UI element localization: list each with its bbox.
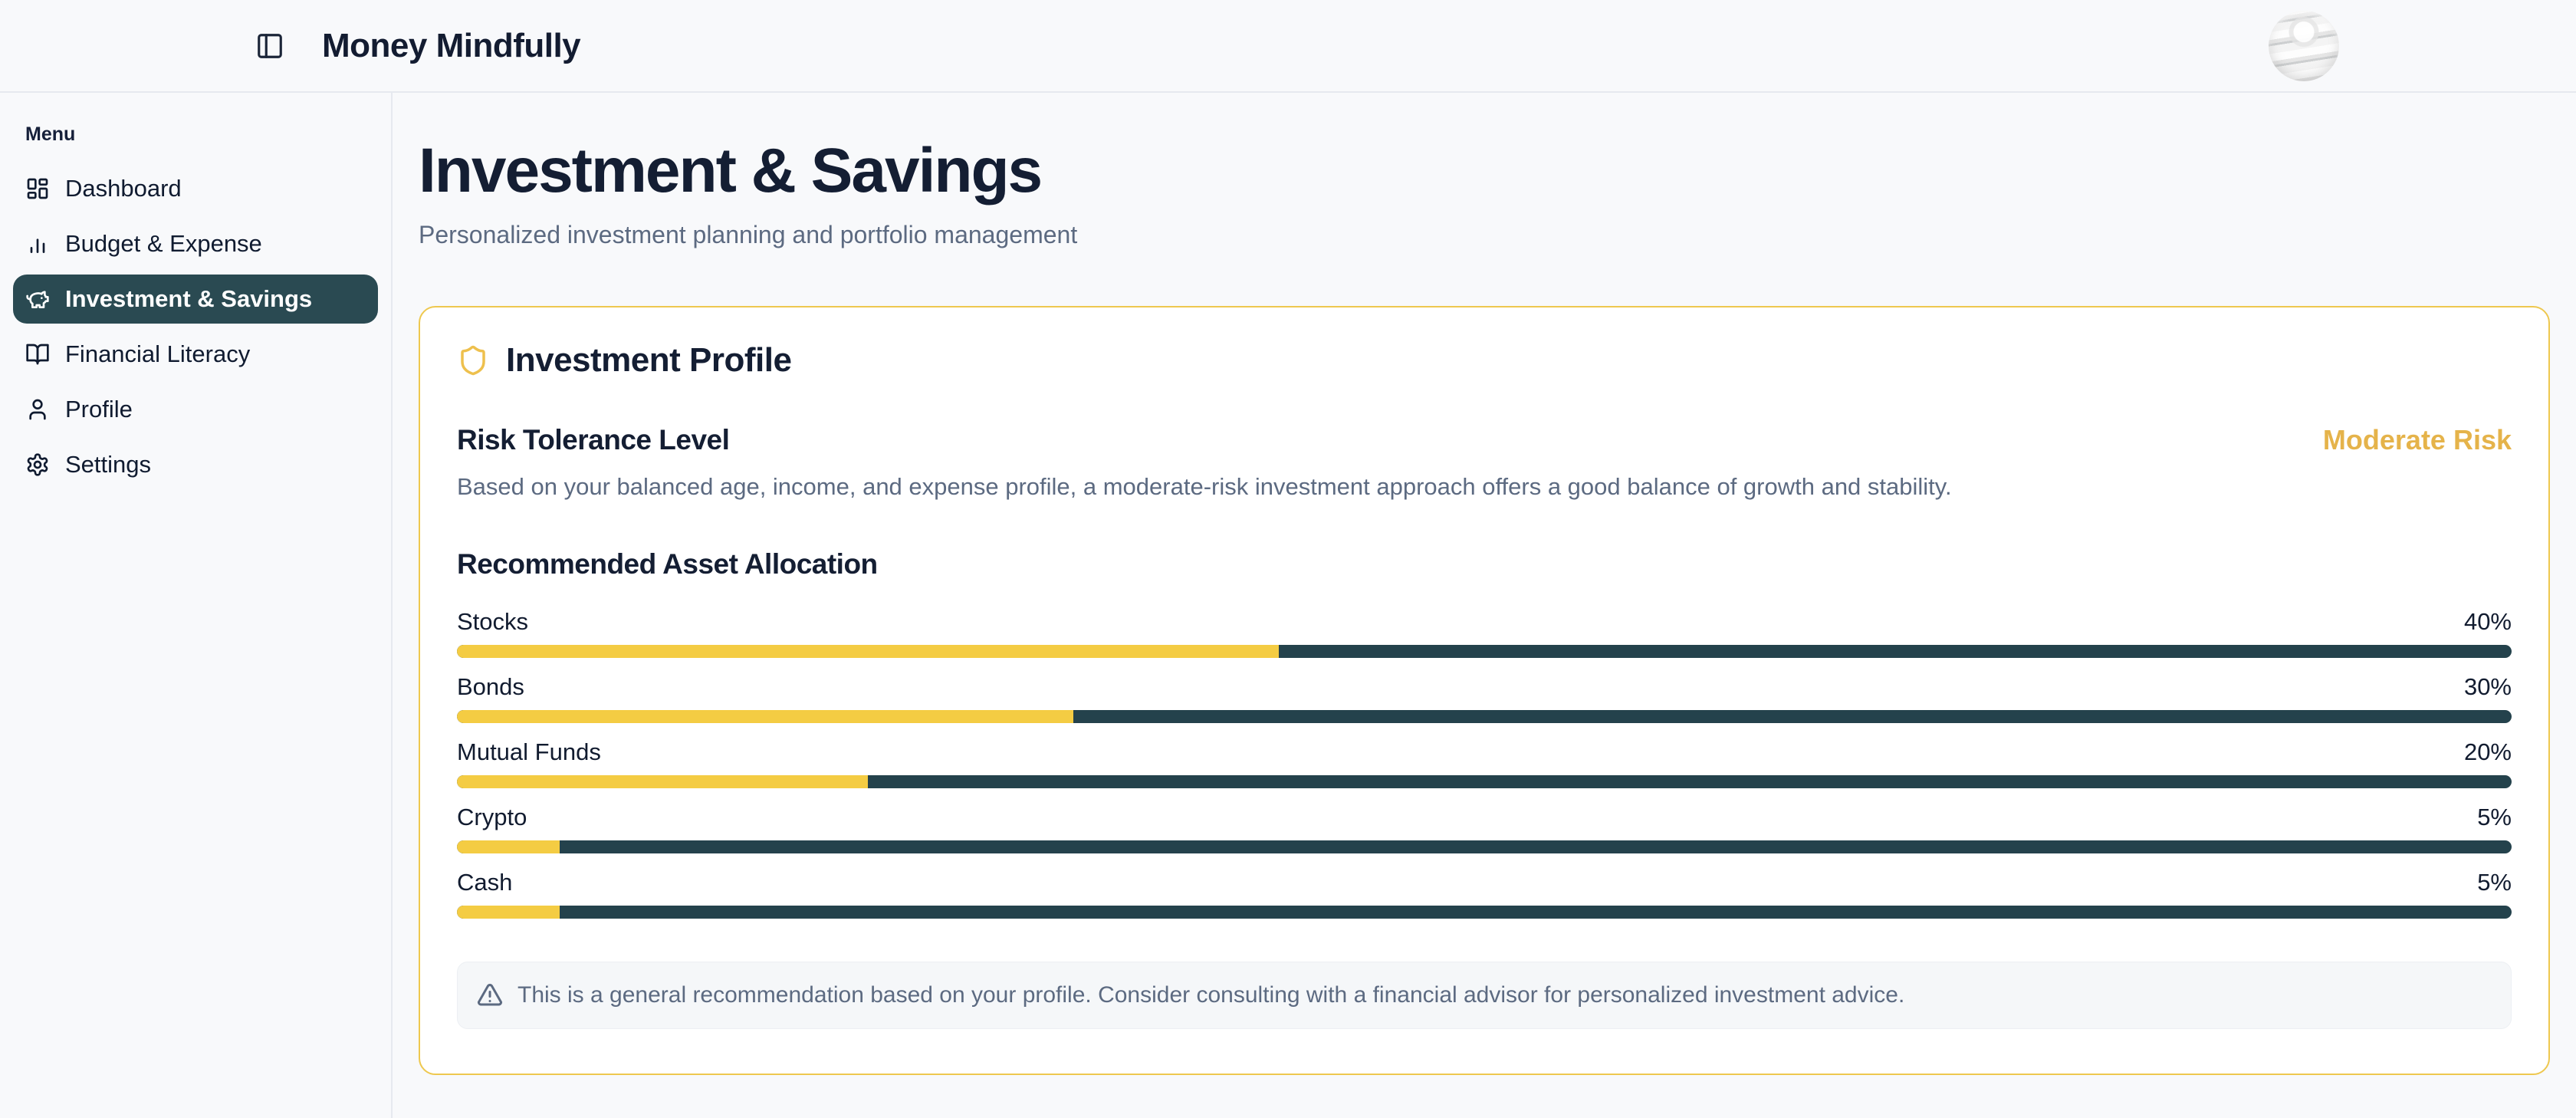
sidebar-item-dashboard[interactable]: [13, 164, 378, 213]
dashboard-icon: [25, 176, 50, 201]
sidebar-item-settings[interactable]: [13, 440, 378, 489]
app-shell: [0, 93, 2576, 1118]
sidebar-item-label: Profile: [65, 396, 133, 423]
warning-triangle-icon: [476, 982, 504, 1009]
sidebar: [0, 93, 393, 1118]
allocation-heading: Recommended Asset Allocation: [457, 548, 878, 580]
risk-tolerance-heading: Risk Tolerance Level: [457, 424, 730, 455]
allocation-percent: 40%: [2463, 608, 2512, 635]
allocation-row-mutual-funds: [457, 738, 2512, 788]
risk-level-value: Moderate Risk: [2322, 424, 2512, 455]
sidebar-item-label: Dashboard: [65, 175, 182, 202]
progress-bar-fill: [457, 775, 868, 788]
panel-left-icon: [255, 31, 284, 61]
app-header: [0, 0, 2576, 93]
allocation-percent: 5%: [2477, 804, 2512, 830]
allocation-row-cash: [457, 869, 2512, 919]
risk-tolerance-row: [457, 424, 2512, 456]
progress-bar-fill: [457, 710, 1073, 723]
allocation-row-stocks: [457, 608, 2512, 658]
user-icon: [25, 397, 50, 422]
bar-chart-icon: [25, 232, 50, 256]
piggy-bank-icon: [25, 287, 50, 311]
page-title: Investment & Savings: [419, 136, 1042, 206]
allocation-rows: [457, 608, 2512, 919]
progress-bar-fill: [457, 906, 560, 919]
allocation-label: Stocks: [457, 608, 529, 635]
advisory-note-text: This is a general recommendation based on your profile. Consider consulting with a financial advisor for personalized investment advice.: [518, 982, 1905, 1008]
sidebar-item-financial-literacy[interactable]: [13, 330, 378, 379]
progress-bar-fill: [457, 645, 1279, 658]
sidebar-item-investment-savings[interactable]: [13, 275, 378, 324]
sidebar-item-label: Settings: [65, 451, 152, 478]
risk-description: Based on your balanced age, income, and expense profile, a moderate-risk investment approach offers a good balance of growth and stability.: [457, 473, 1952, 500]
sidebar-item-profile[interactable]: [13, 385, 378, 434]
book-open-icon: [25, 342, 50, 367]
sidebar-toggle-button[interactable]: [250, 26, 290, 66]
sidebar-item-label: Budget & Expense: [65, 230, 262, 257]
allocation-row-crypto: [457, 804, 2512, 853]
progress-bar-track: [457, 775, 2512, 788]
shield-icon: [457, 344, 489, 377]
investment-profile-card: [419, 306, 2550, 1075]
allocation-percent: 30%: [2463, 673, 2512, 700]
sidebar-item-budget-expense[interactable]: [13, 219, 378, 268]
sidebar-item-label: Financial Literacy: [65, 340, 251, 367]
card-header: [457, 341, 2512, 380]
advisory-note: [457, 962, 2512, 1029]
progress-bar-track: [457, 645, 2512, 658]
sidebar-nav: [0, 164, 391, 489]
allocation-label: Bonds: [457, 673, 524, 700]
allocation-label: Cash: [457, 869, 513, 896]
main-content: [393, 93, 2576, 1118]
progress-bar-track: [457, 710, 2512, 723]
gear-icon: [25, 452, 50, 477]
progress-bar-track: [457, 840, 2512, 853]
progress-bar-fill: [457, 840, 560, 853]
sidebar-item-label: Investment & Savings: [65, 285, 313, 312]
progress-bar-track: [457, 906, 2512, 919]
avatar[interactable]: [2269, 11, 2339, 81]
allocation-row-bonds: [457, 673, 2512, 723]
card-title: Investment Profile: [506, 341, 792, 379]
allocation-percent: 5%: [2477, 869, 2512, 896]
allocation-label: Mutual Funds: [457, 738, 601, 765]
allocation-label: Crypto: [457, 804, 527, 830]
page-subtitle: Personalized investment planning and portfolio management: [419, 221, 1078, 248]
sidebar-menu-label: Menu: [25, 123, 76, 145]
allocation-percent: 20%: [2463, 738, 2512, 765]
app-title: Money Mindfully: [322, 26, 581, 64]
